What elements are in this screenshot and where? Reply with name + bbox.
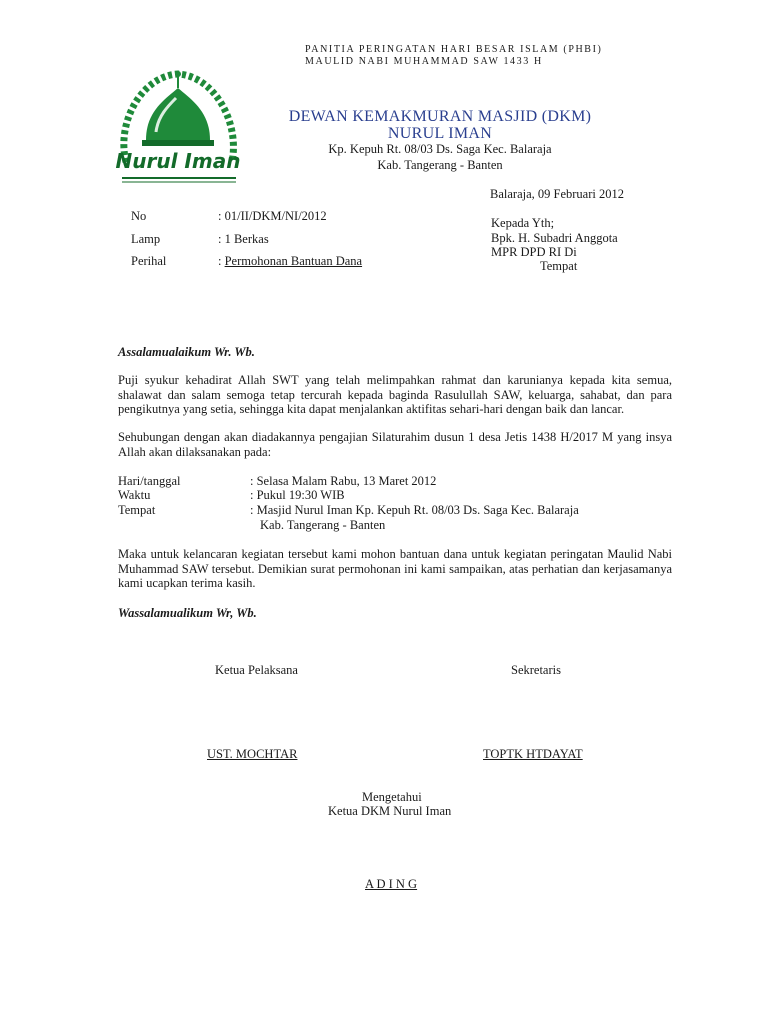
logo-text: Nurul Iman [115,149,241,173]
committee-line-1: PANITIA PERINGATAN HARI BESAR ISLAM (PHBI) [305,44,603,55]
right-signatory-title: Sekretaris [511,663,561,677]
place-value: : Masjid Nurul Iman Kp. Kepuh Rt. 08/03 Ds. Saga Kec. Balaraja [250,503,579,517]
time-value: : Pukul 19:30 WIB [250,488,345,502]
acknowledge-name: A D I N G [365,877,418,891]
org-name-line-2: NURUL IMAN [387,125,493,142]
paragraph-1: Puji syukur kehadirat Allah SWT yang telah melimpahkan rahmat dan karunianya kepada kita semua, shalawat dan salam semoga tetap tercurah kepada baginda Rasulullah SAW, keluarga, sahabat, dan para pengikutnya yang setia, sehingga kita dapat menjalankan aktifitas sehari-hari dengan baik dan lancar. [118,373,672,416]
time-label: Waktu [118,488,151,502]
acknowledge-line-2: Ketua DKM Nurul Iman [328,804,452,818]
acknowledge-line-1: Mengetahui [362,790,422,804]
day-value: : Selasa Malam Rabu, 13 Maret 2012 [250,474,437,488]
no-value: : 01/II/DKM/NI/2012 [218,209,327,223]
committee-line-2: MAULID NABI MUHAMMAD SAW 1433 H [305,56,543,67]
lamp-value: : 1 Berkas [218,232,269,246]
right-signatory-name: TOPTK HTDAYAT [483,747,583,761]
day-label: Hari/tanggal [118,474,181,488]
place-value-2: Kab. Tangerang - Banten [260,518,386,532]
perihal-value [218,254,362,269]
place-label: Tempat [118,503,156,517]
perihal-subject: Permohonan Bantuan Dana [224,254,363,268]
org-name-line-1: DEWAN KEMAKMURAN MASJID (DKM) [288,108,592,125]
perihal-colon: : [218,254,222,268]
left-signatory-title: Ketua Pelaksana [215,663,298,677]
recipient-line-1: Kepada Yth; [491,216,555,230]
paragraph-3: Maka untuk kelancaran kegiatan tersebut kami mohon bantuan dana untuk kegiatan peringatan Maulid Nabi Muhammad SAW tersebut. Demikian surat permohonan ini kami sampaikan, atas perhatian dan kerjasamanya kami ucapkan terima kasih. [118,547,672,590]
mosque-logo [112,62,244,190]
left-signatory-name: UST. MOCHTAR [207,747,298,761]
no-label: No [131,209,147,223]
place-date: Balaraja, 09 Februari 2012 [490,187,624,201]
greeting: Assalamualaikum Wr. Wb. [118,345,255,359]
recipient-line-4: Tempat [540,259,578,273]
perihal-label: Perihal [131,254,167,268]
lamp-label: Lamp [131,232,161,246]
address-line-2: Kab. Tangerang - Banten [377,158,503,172]
recipient-line-2: Bpk. H. Subadri Anggota [491,231,618,245]
recipient-line-3: MPR DPD RI Di [491,245,577,259]
paragraph-2: Sehubungan dengan akan diadakannya pengajian Silaturahim dusun 1 desa Jetis 1438 H/2017 M yang insya Allah akan dilaksanakan pada: [118,430,672,459]
closing: Wassalamualikum Wr, Wb. [118,606,257,620]
address-line-1: Kp. Kepuh Rt. 08/03 Ds. Saga Kec. Balaraja [328,142,552,156]
